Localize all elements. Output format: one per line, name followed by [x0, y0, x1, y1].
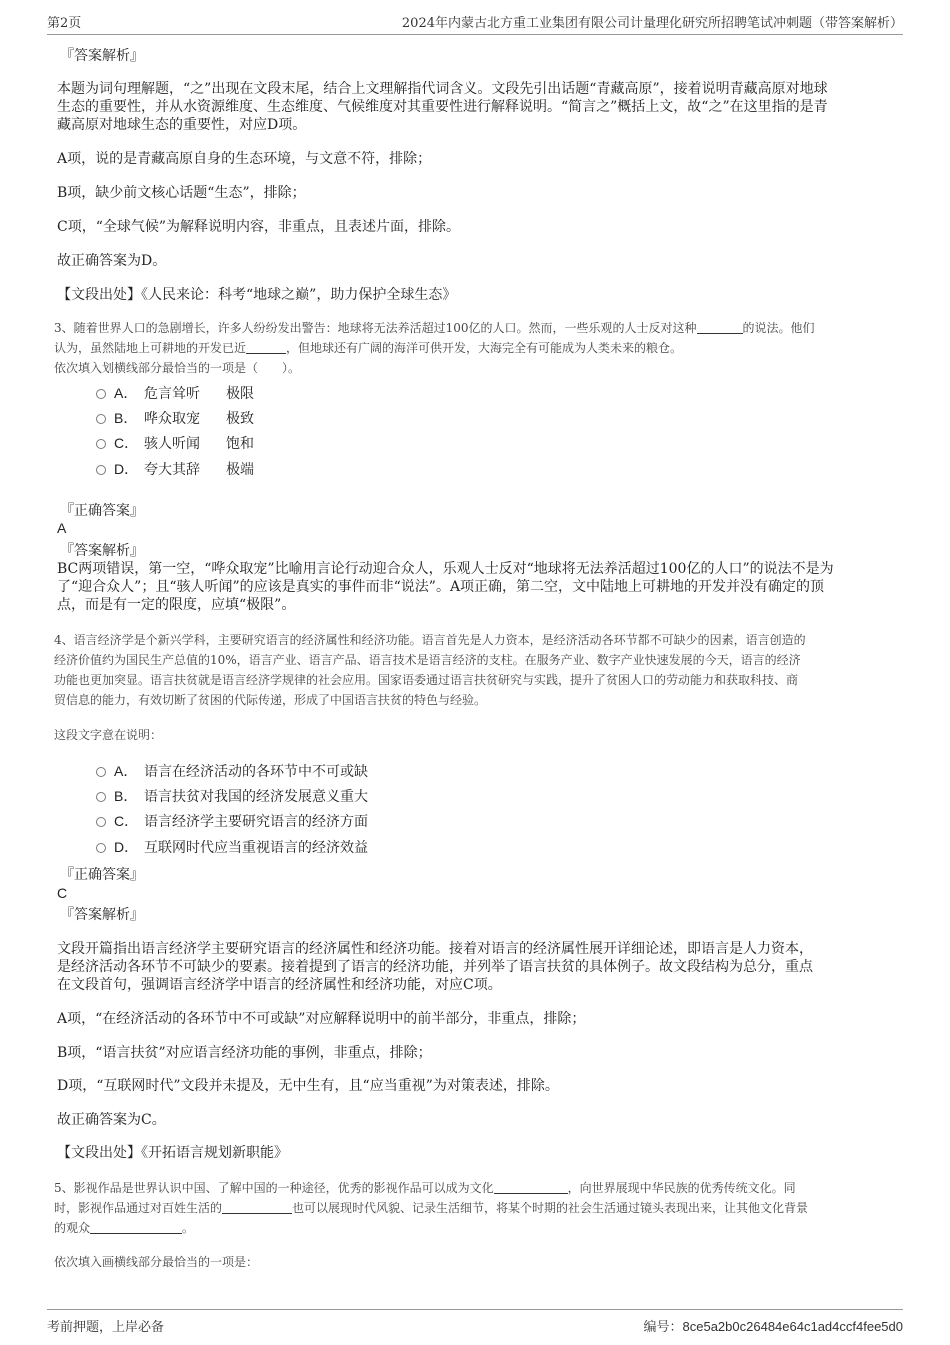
analysis-label: 『答案解析』	[60, 48, 144, 64]
option-note: A项，“在经济活动的各环节中不可或缺”对应解释说明中的前半部分，非重点，排除；	[57, 1011, 586, 1027]
option-word-2: 极端	[226, 462, 254, 478]
option-note: D项，“互联网时代”文段并未提及，无中生有，且“应当重视”为对策表述，排除。	[57, 1078, 559, 1094]
question-4-prompt: 这段文字意在说明：	[54, 728, 163, 742]
stem-text: 。	[182, 1221, 195, 1235]
stem-text: 的观众	[54, 1221, 91, 1235]
question-5-stem	[54, 1218, 902, 1238]
question-4-stem: 经济价值约为国民生产总值的10%，语言产业、语言产品、语言技术是语言经济的支柱。在服务产业、数字产业快速发展的今天，语言的经济	[54, 653, 801, 667]
option-a[interactable]	[96, 384, 254, 402]
option-a[interactable]	[96, 762, 368, 780]
question-4-stem: 贸信息的能力，有效切断了贫困的代际传递，形成了中国语言扶贫的特色与经验。	[54, 693, 487, 707]
analysis-line: 了“迎合众人”；且“骇人听闻”的应该是真实的事件而非“说法”。A项正确，第二空，文中陆地上可耕地的开发并没有确定的顶	[57, 579, 825, 595]
page-number: 第2页	[47, 16, 82, 31]
correct-answer-label: 『正确答案』	[60, 867, 144, 883]
question-4-stem: 4、语言经济学是个新兴学科，主要研究语言的经济属性和经济功能。语言首先是人力资本，是经济活动各环节都不可缺少的因素，语言创造的	[54, 633, 806, 647]
radio-icon[interactable]	[96, 414, 106, 424]
option-key: C．	[114, 435, 139, 451]
question-5-stem	[54, 1198, 902, 1218]
fill-blank	[222, 1200, 292, 1214]
option-note: C项，“全球气候”为解释说明内容，非重点，且表述片面，排除。	[57, 219, 461, 235]
analysis-line: 生态的重要性，并从水资源维度、生态维度、气候维度对其重要性进行解释说明。“简言之”概括上文，故“之”在这里指的是青	[57, 99, 828, 115]
stem-text: 时，影视作品通过对百姓生活的	[54, 1201, 223, 1215]
analysis-line: 在文段首句，强调语言经济学中语言的经济属性和经济功能，对应C项。	[57, 977, 502, 993]
radio-icon[interactable]	[96, 465, 106, 475]
radio-icon[interactable]	[96, 817, 106, 827]
analysis-label: 『答案解析』	[60, 907, 144, 923]
stem-text: ，向世界展现中华民族的优秀传统文化。同	[567, 1181, 796, 1195]
option-word-2: 极限	[226, 386, 254, 402]
option-key: A．	[114, 385, 138, 401]
option-note: B项，缺少前文核心话题“生态”，排除；	[57, 185, 306, 201]
option-word-2: 饱和	[226, 436, 254, 452]
stem-text: ，但地球还有广阔的海洋可供开发，大海完全有可能成为人类未来的粮仓。	[286, 341, 683, 355]
option-word-1: 夸大其辞	[144, 462, 200, 478]
question-3-stem	[54, 338, 902, 358]
option-word-2: 极致	[226, 411, 254, 427]
fill-blank	[697, 320, 743, 334]
correct-answer-label: 『正确答案』	[60, 503, 144, 519]
option-key: D．	[114, 839, 139, 855]
option-text: 语言在经济活动的各环节中不可或缺	[144, 764, 368, 780]
radio-icon[interactable]	[96, 843, 106, 853]
option-c[interactable]	[96, 812, 368, 830]
option-note: A项，说的是青藏高原自身的生态环境，与文意不符，排除；	[57, 151, 432, 167]
correct-answer: A	[57, 520, 67, 536]
stem-text: 3、随着世界人口的急剧增长，许多人纷纷发出警告：地球将无法养活超过100亿的人口。然而，一些乐观的人士反对这种	[54, 321, 697, 335]
question-3-prompt: 依次填入划横线部分最恰当的一项是（ ）。	[54, 361, 301, 375]
stem-text: 5、影视作品是世界认识中国、了解中国的一种途径，优秀的影视作品可以成为文化	[54, 1181, 494, 1195]
option-key: B．	[114, 788, 138, 804]
conclusion: 故正确答案为C。	[57, 1112, 166, 1128]
fill-blank	[90, 1220, 182, 1234]
stem-text: 的说法。他们	[742, 321, 815, 335]
id-value: 8ce5a2b0c26484e64c1ad4ccf4fee5d0	[682, 1319, 903, 1334]
question-5-stem	[54, 1178, 902, 1198]
source-citation: 【文段出处】《人民来论：科考“地球之巅”，助力保护全球生态》	[57, 287, 457, 303]
analysis-label: 『答案解析』	[60, 543, 144, 559]
document-id	[644, 1316, 904, 1335]
analysis-line: 是经济活动各环节不可缺少的要素。接着提到了语言的经济功能，并列举了语言扶贫的具体例子。故文段结构为总分，重点	[57, 959, 813, 975]
question-4-stem: 功能也更加突显。语言扶贫就是语言经济学规律的社会应用。国家语委通过语言扶贫研究与实践，提升了贫困人口的劳动能力和获取科技、商	[54, 673, 799, 687]
conclusion: 故正确答案为D。	[57, 253, 167, 269]
option-text: 语言经济学主要研究语言的经济方面	[144, 814, 368, 830]
option-b[interactable]	[96, 409, 254, 427]
option-text: 互联网时代应当重视语言的经济效益	[144, 840, 368, 856]
analysis-line: 点，而是有一定的限度，应填“极限”。	[57, 597, 296, 613]
analysis-line: 本题为词句理解题，“之”出现在文段末尾，结合上文理解指代词含义。文段先引出话题“青藏高原”，接着说明青藏高原对地球	[57, 81, 828, 97]
radio-icon[interactable]	[96, 792, 106, 802]
analysis-line: 藏高原对地球生态的重要性，对应D项。	[57, 117, 307, 133]
radio-icon[interactable]	[96, 439, 106, 449]
document-title: 2024年内蒙古北方重工业集团有限公司计量理化研究所招聘笔试冲刺题（带答案解析）	[401, 16, 903, 31]
option-key: B．	[114, 410, 138, 426]
stem-text: 认为，虽然陆地上可耕地的开发已近	[54, 341, 247, 355]
analysis-line: BC两项错误，第一空，“哗众取宠”比喻用言论行动迎合众人，乐观人士反对“地球将无法养活超过100亿的人口”的说法不是为	[57, 561, 834, 577]
option-note: B项，“语言扶贫”对应语言经济功能的事例，非重点，排除；	[57, 1045, 432, 1061]
option-d[interactable]	[96, 460, 254, 478]
radio-icon[interactable]	[96, 767, 106, 777]
option-b[interactable]	[96, 787, 368, 805]
page-header	[47, 12, 903, 35]
option-d[interactable]	[96, 838, 368, 856]
option-c[interactable]	[96, 434, 254, 452]
fill-blank	[494, 1180, 568, 1194]
option-word-1: 骇人听闻	[144, 436, 200, 452]
source-citation: 【文段出处】《开拓语言规划新职能》	[57, 1145, 288, 1161]
option-key: D．	[114, 461, 139, 477]
option-word-1: 哗众取宠	[144, 411, 200, 427]
stem-text: 也可以展现时代风貌、记录生活细节，将某个时期的社会生活通过镜头表现出来，让其他文化背景	[292, 1201, 809, 1215]
fill-blank	[246, 340, 286, 354]
option-word-1: 危言耸听	[144, 386, 200, 402]
id-label: 编号：	[643, 1320, 683, 1335]
option-key: A．	[114, 763, 138, 779]
correct-answer: C	[57, 885, 68, 901]
question-3-stem	[54, 318, 902, 338]
analysis-line: 文段开篇指出语言经济学主要研究语言的经济属性和经济功能。接着对语言的经济属性展开详细论述，即语言是人力资本，	[57, 941, 813, 957]
footer-slogan: 考前押题，上岸必备	[47, 1320, 165, 1335]
radio-icon[interactable]	[96, 389, 106, 399]
option-key: C．	[114, 813, 139, 829]
option-text: 语言扶贫对我国的经济发展意义重大	[144, 789, 368, 805]
question-5-prompt: 依次填入画横线部分最恰当的一项是：	[54, 1255, 259, 1269]
page-footer	[47, 1309, 903, 1338]
